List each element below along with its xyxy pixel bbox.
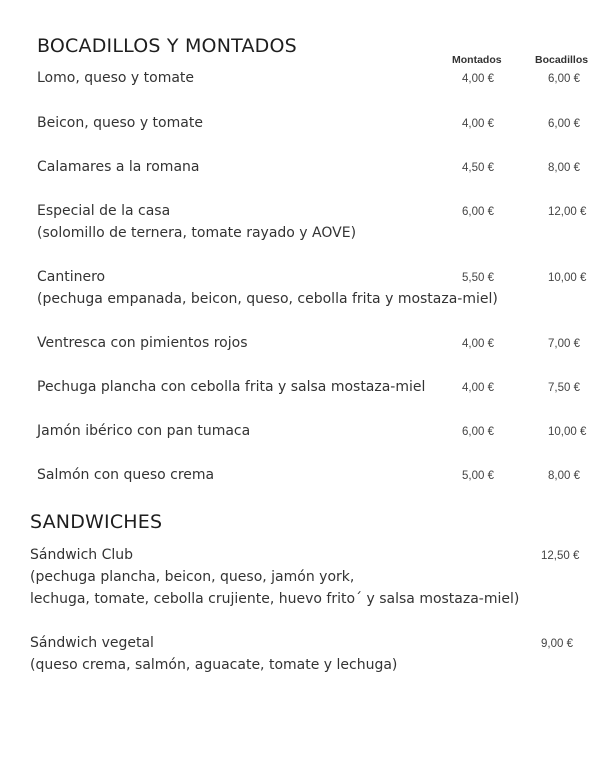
bocadillo-price: 8,00 € bbox=[548, 470, 580, 482]
montado-price: 6,00 € bbox=[462, 206, 494, 218]
montado-price: 4,50 € bbox=[462, 162, 494, 174]
bocadillos-column-header: Bocadillos bbox=[535, 54, 589, 66]
bocadillo-price: 7,00 € bbox=[548, 338, 580, 350]
montado-price: 4,00 € bbox=[462, 73, 494, 85]
item-description: (pechuga empanada, beicon, queso, cebolla frita y mostaza-miel) bbox=[37, 291, 498, 307]
item-name: Jamón ibérico con pan tumaca bbox=[37, 423, 251, 439]
montado-price: 4,00 € bbox=[462, 338, 494, 350]
item-name: Sándwich vegetal bbox=[30, 635, 154, 651]
montado-price: 4,00 € bbox=[462, 382, 494, 394]
bocadillo-price: 10,00 € bbox=[548, 426, 587, 438]
item-description: (solomillo de ternera, tomate rayado y AOVE) bbox=[37, 225, 357, 241]
bocadillo-price: 12,00 € bbox=[548, 206, 587, 218]
item-name: Beicon, queso y tomate bbox=[37, 115, 203, 131]
sandwich-price: 9,00 € bbox=[541, 638, 573, 650]
item-description-line2: lechuga, tomate, cebolla crujiente, huevo frito´ y salsa mostaza-miel) bbox=[30, 591, 520, 607]
item-name: Cantinero bbox=[37, 269, 106, 285]
bocadillo-price: 10,00 € bbox=[548, 272, 587, 284]
item-name: Pechuga plancha con cebolla frita y salsa mostaza-miel bbox=[37, 379, 426, 395]
item-description: (pechuga plancha, beicon, queso, jamón york, bbox=[30, 569, 355, 585]
montado-price: 5,50 € bbox=[462, 272, 494, 284]
item-name: Ventresca con pimientos rojos bbox=[37, 335, 248, 351]
montados-column-header: Montados bbox=[452, 54, 502, 66]
sandwiches-section-title: SANDWICHES bbox=[30, 511, 163, 533]
bocadillo-price: 7,50 € bbox=[548, 382, 580, 394]
montado-price: 6,00 € bbox=[462, 426, 494, 438]
item-description: (queso crema, salmón, aguacate, tomate y lechuga) bbox=[30, 657, 398, 673]
montado-price: 4,00 € bbox=[462, 118, 494, 130]
sandwich-price: 12,50 € bbox=[541, 550, 580, 562]
bocadillo-price: 8,00 € bbox=[548, 162, 580, 174]
item-name: Calamares a la romana bbox=[37, 159, 200, 175]
item-name: Sándwich Club bbox=[30, 547, 134, 563]
bocadillo-price: 6,00 € bbox=[548, 118, 580, 130]
bocadillos-section-title: BOCADILLOS Y MONTADOS bbox=[37, 35, 297, 57]
item-name: Salmón con queso crema bbox=[37, 467, 215, 483]
montado-price: 5,00 € bbox=[462, 470, 494, 482]
item-name: Especial de la casa bbox=[37, 203, 171, 219]
bocadillo-price: 6,00 € bbox=[548, 73, 580, 85]
item-name: Lomo, queso y tomate bbox=[37, 70, 195, 86]
